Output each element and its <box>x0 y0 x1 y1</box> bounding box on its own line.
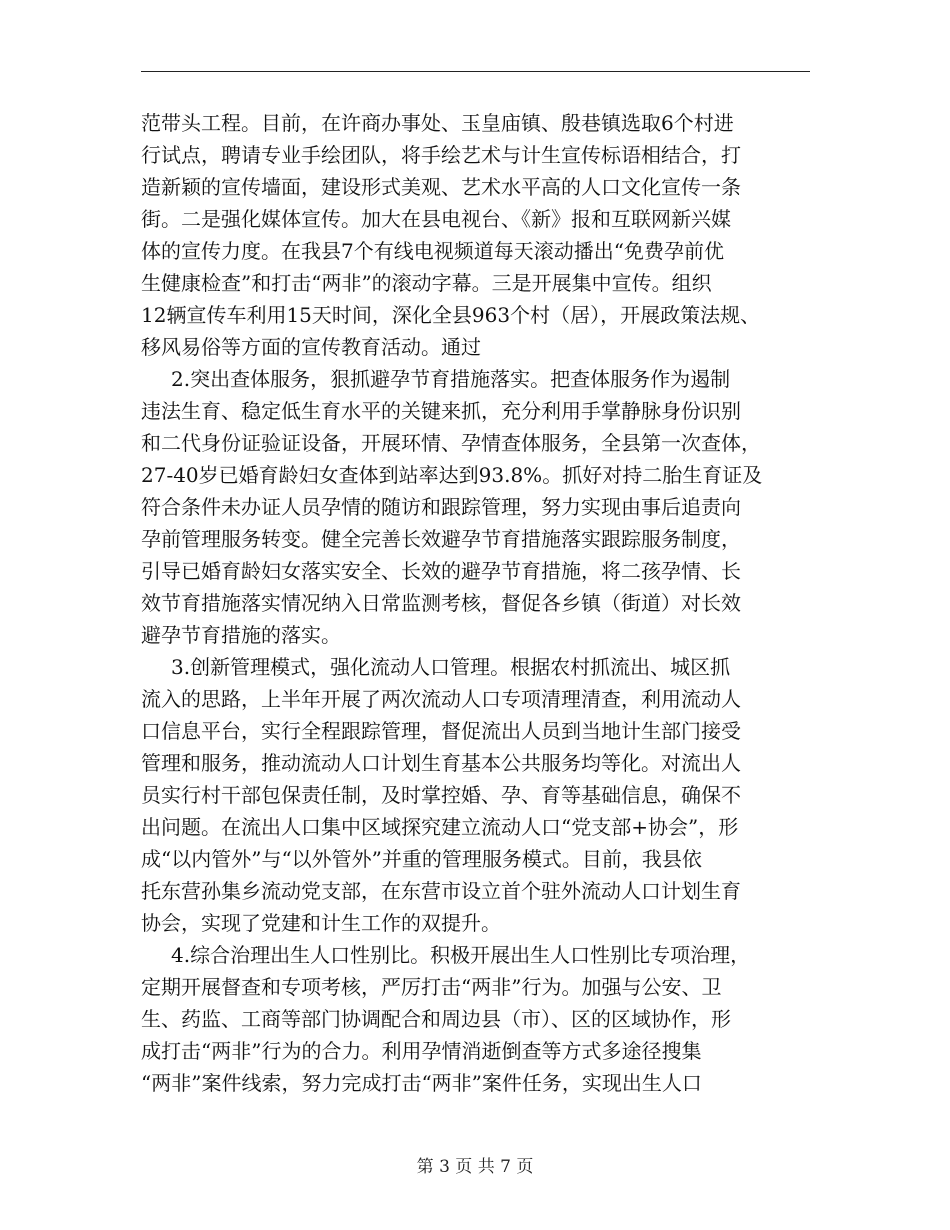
text-line: 范带头工程。目前，在许商办事处、玉皇庙镇、殷巷镇选取6个村进 <box>141 111 734 135</box>
text-line: 避孕节育措施的落实。 <box>141 623 341 647</box>
text-line: 生、药监、工商等部门协调配合和周边县（市）、区的区域协作，形 <box>141 1007 731 1031</box>
page-footer <box>0 1155 950 1179</box>
text-line: 造新颖的宣传墙面，建设形式美观、艺术水平高的人口文化宣传一条 <box>141 175 741 199</box>
text-line: 27-40岁已婚育龄妇女查体到站率达到93.8%。抓好对持二胎生育证及 <box>141 463 763 487</box>
text-line: 孕前管理服务转变。健全完善长效避孕节育措施落实跟踪服务制度， <box>141 527 741 551</box>
text-line: 流入的思路，上半年开展了两次流动人口专项清理清查，利用流动人 <box>141 687 741 711</box>
text-line: 12辆宣传车利用15天时间，深化全县963个村（居），开展政策法规、 <box>141 303 761 327</box>
text-line: 和二代身份证验证设备，开展环情、孕情查体服务，全县第一次查体， <box>141 431 761 455</box>
paragraph-first-line: 4.综合治理出生人口性别比。积极开展出生人口性别比专项治理， <box>171 943 751 967</box>
text-line: 生健康检查”和打击“两非”的滚动字幕。三是开展集中宣传。组织 <box>141 271 712 295</box>
document-body <box>141 107 821 1099</box>
text-line: 成打击“两非”行为的合力。利用孕情消逝倒查等方式多途径搜集 <box>141 1039 702 1063</box>
paragraph-first-line: 3.创新管理模式，强化流动人口管理。根据农村抓流出、城区抓 <box>171 655 731 679</box>
text-line: 体的宣传力度。在我县7个有线电视频道每天滚动播出“免费孕前优 <box>141 239 724 263</box>
paragraph-first-line: 2.突出查体服务，狠抓避孕节育措施落实。把查体服务作为遏制 <box>171 367 731 391</box>
text-line: 口信息平台，实行全程跟踪管理，督促流出人员到当地计生部门接受 <box>141 719 741 743</box>
text-line: “两非”案件线索，努力完成打击“两非”案件任务，实现出生人口 <box>141 1071 702 1095</box>
header-rule <box>141 71 810 72</box>
page-number: 第 3 页 共 7 页 <box>416 1157 534 1177</box>
text-line: 协会，实现了党建和计生工作的双提升。 <box>141 911 501 935</box>
text-line: 出问题。在流出人口集中区域探究建立流动人口“党支部+协会”，形 <box>141 815 739 839</box>
text-line: 成“以内管外”与“以外管外”并重的管理服务模式。目前，我县依 <box>141 847 702 871</box>
text-line: 效节育措施落实情况纳入日常监测考核，督促各乡镇（街道）对长效 <box>141 591 741 615</box>
text-line: 符合条件未办证人员孕情的随访和跟踪管理，努力实现由事后追责向 <box>141 495 741 519</box>
text-line: 街。二是强化媒体宣传。加大在县电视台、《新》报和互联网新兴媒 <box>141 207 731 231</box>
text-line: 行试点，聘请专业手绘团队，将手绘艺术与计生宣传标语相结合，打 <box>141 143 741 167</box>
text-line: 员实行村干部包保责任制，及时掌控婚、孕、育等基础信息，确保不 <box>141 783 741 807</box>
text-line: 管理和服务，推动流动人口计划生育基本公共服务均等化。对流出人 <box>141 751 741 775</box>
text-line: 移风易俗等方面的宣传教育活动。通过 <box>141 335 481 359</box>
text-line: 违法生育、稳定低生育水平的关键来抓，充分利用手掌静脉身份识别 <box>141 399 741 423</box>
text-line: 托东营孙集乡流动党支部，在东营市设立首个驻外流动人口计划生育 <box>141 879 741 903</box>
text-line: 定期开展督查和专项考核，严厉打击“两非”行为。加强与公安、卫 <box>141 975 722 999</box>
text-line: 引导已婚育龄妇女落实安全、长效的避孕节育措施，将二孩孕情、长 <box>141 559 741 583</box>
